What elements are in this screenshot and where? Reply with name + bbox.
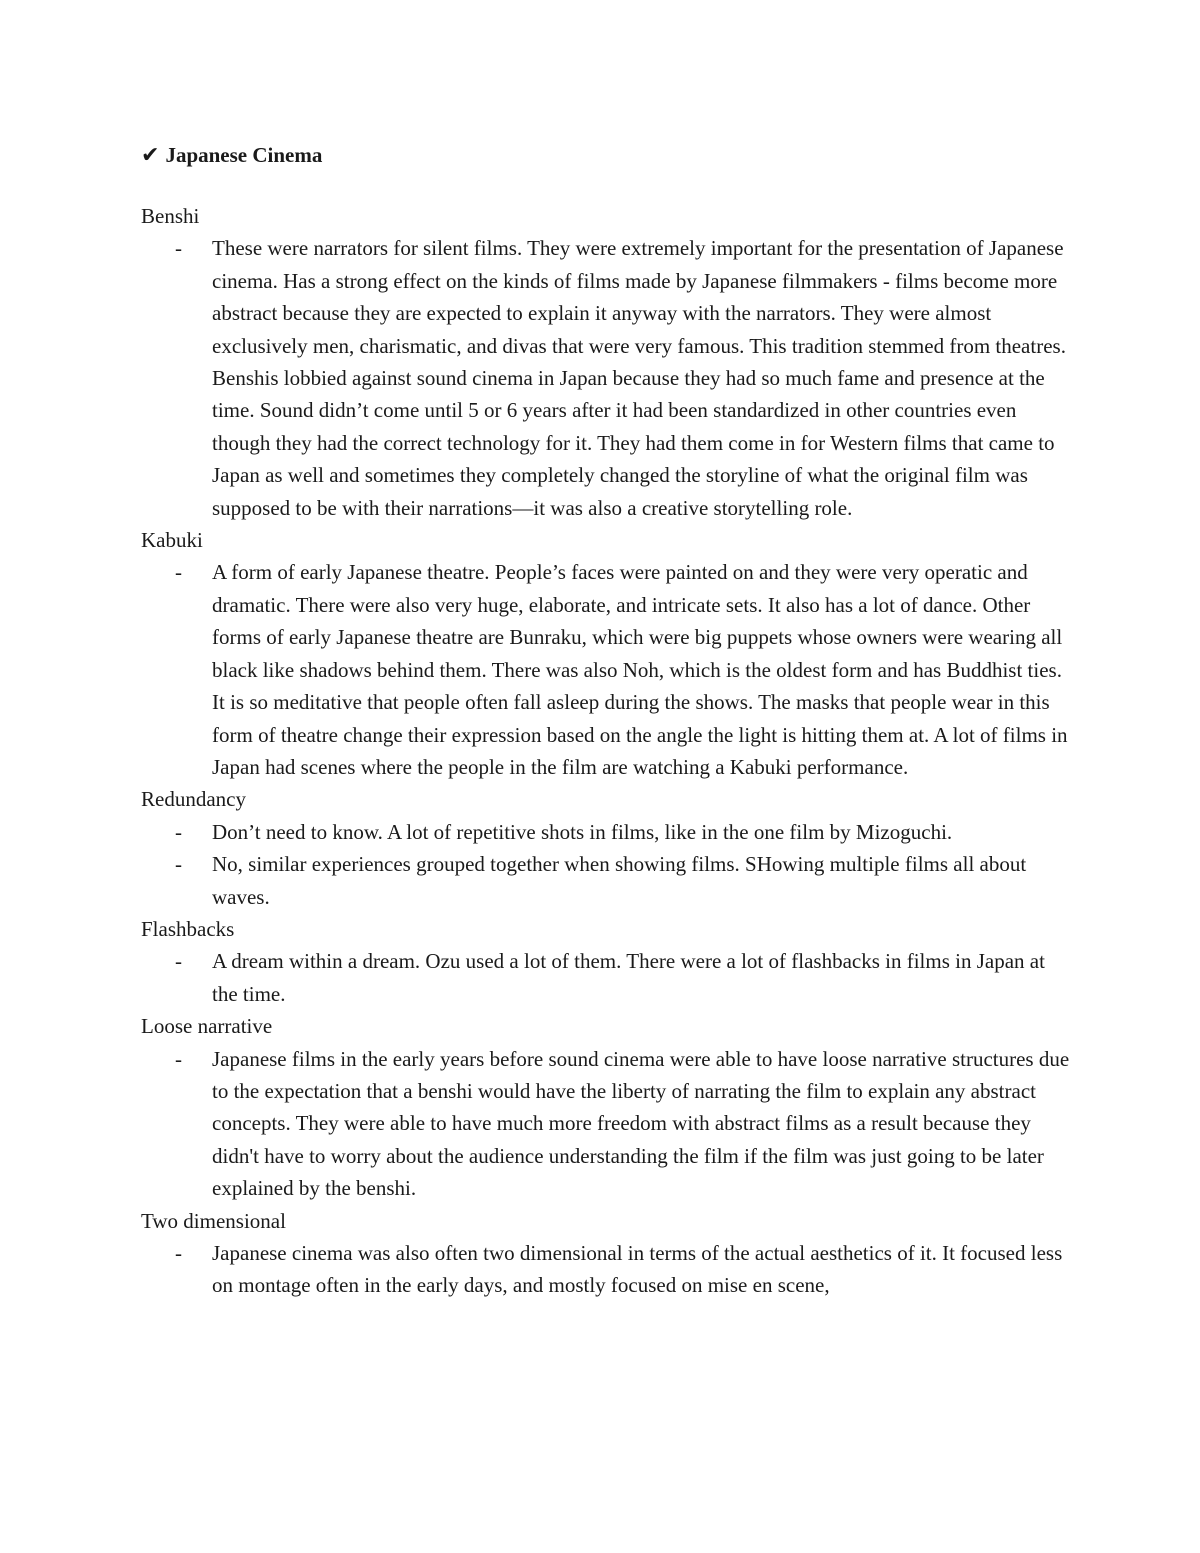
list-item bbox=[141, 816, 1071, 848]
section-heading: Kabuki bbox=[141, 528, 203, 553]
bullet-text: Don’t need to know. A lot of repetitive shots in films, like in the one film by Mizoguchi. bbox=[212, 819, 953, 844]
bullet-list bbox=[141, 945, 1071, 1010]
section-heading: Loose narrative bbox=[141, 1014, 273, 1039]
document-title bbox=[141, 138, 1071, 172]
check-mark-icon: ✔ bbox=[141, 142, 160, 167]
list-item bbox=[141, 848, 1071, 913]
bullet-dash-marker: - bbox=[175, 1046, 182, 1071]
section-heading: Flashbacks bbox=[141, 916, 235, 941]
section-heading: Redundancy bbox=[141, 787, 246, 812]
section-heading: Two dimensional bbox=[141, 1208, 286, 1233]
list-item bbox=[141, 945, 1071, 1010]
bullet-dash-marker: - bbox=[175, 236, 182, 261]
bullet-dash-marker: - bbox=[175, 949, 182, 974]
list-item bbox=[141, 556, 1071, 783]
list-item bbox=[141, 232, 1071, 524]
bullet-text: A dream within a dream. Ozu used a lot of them. There were a lot of flashbacks in films in Japan at the time. bbox=[212, 949, 1045, 1006]
notes-sections bbox=[141, 200, 1071, 1302]
bullet-dash-marker: - bbox=[175, 819, 182, 844]
bullet-dash-marker: - bbox=[175, 852, 182, 877]
bullet-text: A form of early Japanese theatre. People’s faces were painted on and they were very operatic and dramatic. There were also very huge, elaborate, and intricate sets. It also has a lot of dance. Other forms of early Japanese theatre are Bunraku, which were big puppets whose owners were wearing all black like shadows behind them. There was also Noh, which is the oldest form and has Buddhist ties. It is so meditative that people often fall asleep during the shows. The masks that people wear in this form of theatre change their expression based on the angle the light is hitting them at. A lot of films in Japan had scenes where the people in the film are watching a Kabuki performance. bbox=[212, 560, 1068, 779]
list-item bbox=[141, 1043, 1071, 1205]
bullet-list bbox=[141, 816, 1071, 913]
bullet-dash-marker: - bbox=[175, 560, 182, 585]
bullet-text: Japanese cinema was also often two dimensional in terms of the actual aesthetics of it. It focused less on montage often in the early days, and mostly focused on mise en scene, bbox=[212, 1241, 1063, 1298]
bullet-dash-marker: - bbox=[175, 1241, 182, 1265]
list-item bbox=[141, 1237, 1071, 1302]
bullet-list bbox=[141, 1043, 1071, 1205]
bullet-text: Japanese films in the early years before sound cinema were able to have loose narrative structures due to the expectation that a benshi would have the liberty of narrating the film to explain any abstract concepts. They were able to have much more freedom with abstract films as a result because they didn't have to worry about the audience understanding the film if the film was just going to be later explained by the benshi. bbox=[212, 1046, 1070, 1201]
bullet-text: No, similar experiences grouped together when showing films. SHowing multiple films all about waves. bbox=[212, 852, 1027, 909]
bullet-list bbox=[141, 1237, 1071, 1302]
bullet-text: These were narrators for silent films. They were extremely important for the presentation of Japanese cinema. Has a strong effect on the kinds of films made by Japanese filmmakers - films become more abstract because they are expected to explain it anyway with the narrators. They were almost exclusively men, charismatic, and divas that were very famous. This tradition stemmed from theatres. Benshis lobbied against sound cinema in Japan because they had so much fame and presence at the time. Sound didn’t come until 5 or 6 years after it had been standardized in other countries even though they had the correct technology for it. They had them come in for Western films that came to Japan as well and sometimes they completely changed the storyline of what the original film was supposed to be with their narrations—it was also a creative storytelling role. bbox=[212, 236, 1066, 520]
bullet-list bbox=[141, 556, 1071, 783]
document-title-text: Japanese Cinema bbox=[165, 143, 323, 167]
section-heading: Benshi bbox=[141, 204, 200, 228]
bullet-list bbox=[141, 232, 1071, 524]
document-page bbox=[141, 138, 1071, 1302]
